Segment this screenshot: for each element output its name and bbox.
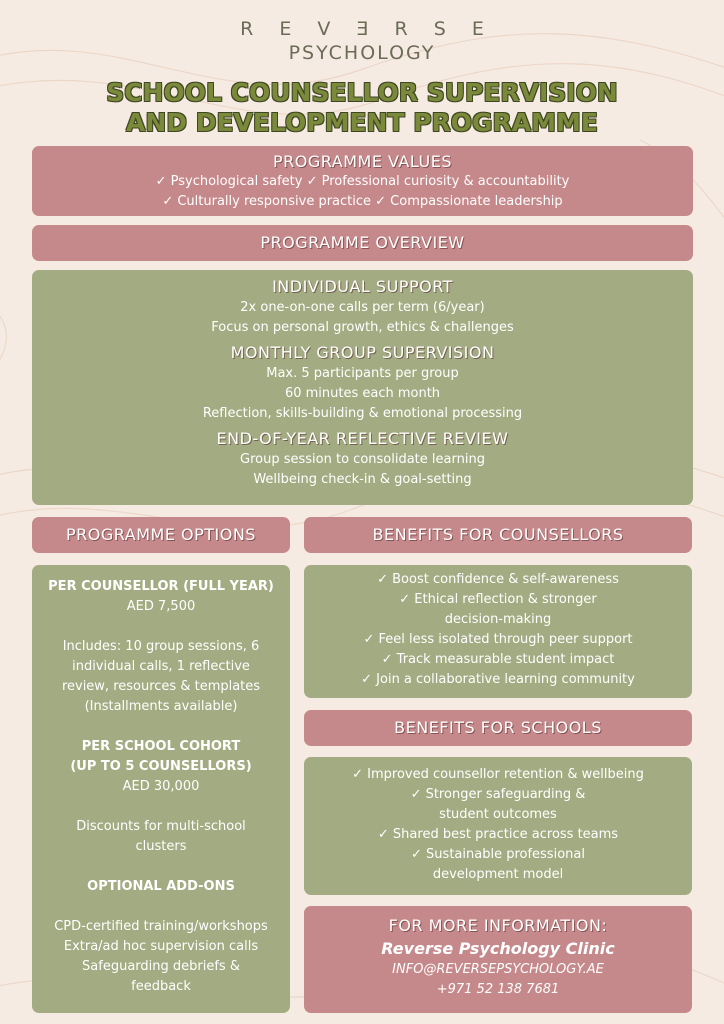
benefit-item: ✓ Boost confidence & self-awareness xyxy=(377,572,619,587)
individual-support-line: Focus on personal growth, ethics & challenges xyxy=(211,320,514,335)
individual-support-line: 2x one-on-one calls per term (6/year) xyxy=(240,300,485,315)
programme-overview-details xyxy=(32,270,693,505)
reflective-review-heading: END-OF-YEAR REFLECTIVE REVIEW xyxy=(216,429,509,448)
per-school-discount: clusters xyxy=(135,839,187,854)
programme-values-heading: PROGRAMME VALUES xyxy=(273,152,452,171)
group-supervision-heading: MONTHLY GROUP SUPERVISION xyxy=(230,343,495,362)
page-title-line2: AND DEVELOPMENT PROGRAMME xyxy=(125,108,598,137)
benefit-item: development model xyxy=(432,867,564,882)
addon-item: Safeguarding debriefs & xyxy=(82,959,240,974)
benefits-schools-body xyxy=(304,757,692,895)
per-counsellor-includes: Includes: 10 group sessions, 6 xyxy=(62,639,260,654)
per-school-subtitle: (UP TO 5 COUNSELLORS) xyxy=(70,759,252,774)
brand-logo-top: R E V Ǝ R S E xyxy=(240,18,494,40)
benefit-item: ✓ Join a collaborative learning community xyxy=(361,672,635,687)
group-supervision-line: Reflection, skills-building & emotional processing xyxy=(202,406,523,421)
programme-options-header xyxy=(32,517,290,553)
benefit-item: ✓ Sustainable professional xyxy=(411,847,585,862)
benefit-item: ✓ Track measurable student impact xyxy=(381,652,615,667)
clinic-name: Reverse Psychology Clinic xyxy=(381,939,615,958)
per-school-discount: Discounts for multi-school xyxy=(76,819,246,834)
benefit-item: ✓ Improved counsellor retention & wellbeing xyxy=(352,767,644,782)
programme-options-body xyxy=(32,565,290,1013)
benefit-item: ✓ Stronger safeguarding & xyxy=(410,787,586,802)
benefits-counsellors-body xyxy=(304,565,692,698)
per-counsellor-includes: individual calls, 1 reflective xyxy=(72,659,250,674)
programme-options-heading: PROGRAMME OPTIONS xyxy=(66,525,256,544)
reflective-review-line: Wellbeing check-in & goal-setting xyxy=(253,472,472,487)
benefit-item: ✓ Feel less isolated through peer support xyxy=(363,632,633,647)
contact-phone-link[interactable]: +971 52 138 7681 xyxy=(436,982,560,997)
per-school-price: AED 30,000 xyxy=(122,779,200,794)
benefits-counsellors-header xyxy=(304,517,692,553)
benefit-item: student outcomes xyxy=(439,807,557,822)
programme-overview-heading: PROGRAMME OVERVIEW xyxy=(260,233,465,252)
benefits-schools-header xyxy=(304,710,692,746)
benefits-schools-heading: BENEFITS FOR SCHOOLS xyxy=(394,718,602,737)
group-supervision-line: Max. 5 participants per group xyxy=(266,366,459,381)
reflective-review-line: Group session to consolidate learning xyxy=(240,452,485,467)
per-school-title: PER SCHOOL COHORT xyxy=(81,739,241,754)
programme-values-line1: ✓ Psychological safety ✓ Professional curiosity & accountability xyxy=(155,174,570,189)
per-counsellor-price: AED 7,500 xyxy=(126,599,196,614)
programme-values-line2: ✓ Culturally responsive practice ✓ Compassionate leadership xyxy=(162,194,563,209)
per-counsellor-includes: (Installments available) xyxy=(84,699,238,714)
per-counsellor-includes: review, resources & templates xyxy=(61,679,261,694)
addons-title: OPTIONAL ADD-ONS xyxy=(87,879,235,894)
programme-values-box xyxy=(32,146,693,216)
group-supervision-line: 60 minutes each month xyxy=(284,386,441,401)
benefit-item: ✓ Ethical reflection & stronger xyxy=(399,592,597,607)
page-title-line1: SCHOOL COUNSELLOR SUPERVISION xyxy=(106,78,618,107)
addon-item: feedback xyxy=(131,979,191,994)
benefit-item: ✓ Shared best practice across teams xyxy=(377,827,619,842)
addon-item: CPD-certified training/workshops xyxy=(54,919,268,934)
contact-box xyxy=(304,906,692,1013)
addon-item: Extra/ad hoc supervision calls xyxy=(63,939,259,954)
contact-heading: FOR MORE INFORMATION: xyxy=(388,916,608,935)
individual-support-heading: INDIVIDUAL SUPPORT xyxy=(272,277,453,296)
programme-overview-box xyxy=(32,225,693,261)
per-counsellor-title: PER COUNSELLOR (FULL YEAR) xyxy=(48,579,274,594)
benefits-counsellors-heading: BENEFITS FOR COUNSELLORS xyxy=(372,525,624,544)
brand-logo-bottom: PSYCHOLOGY xyxy=(288,42,436,64)
contact-email-link[interactable]: INFO@REVERSEPSYCHOLOGY.AE xyxy=(392,962,604,977)
benefit-item: decision-making xyxy=(444,612,552,627)
